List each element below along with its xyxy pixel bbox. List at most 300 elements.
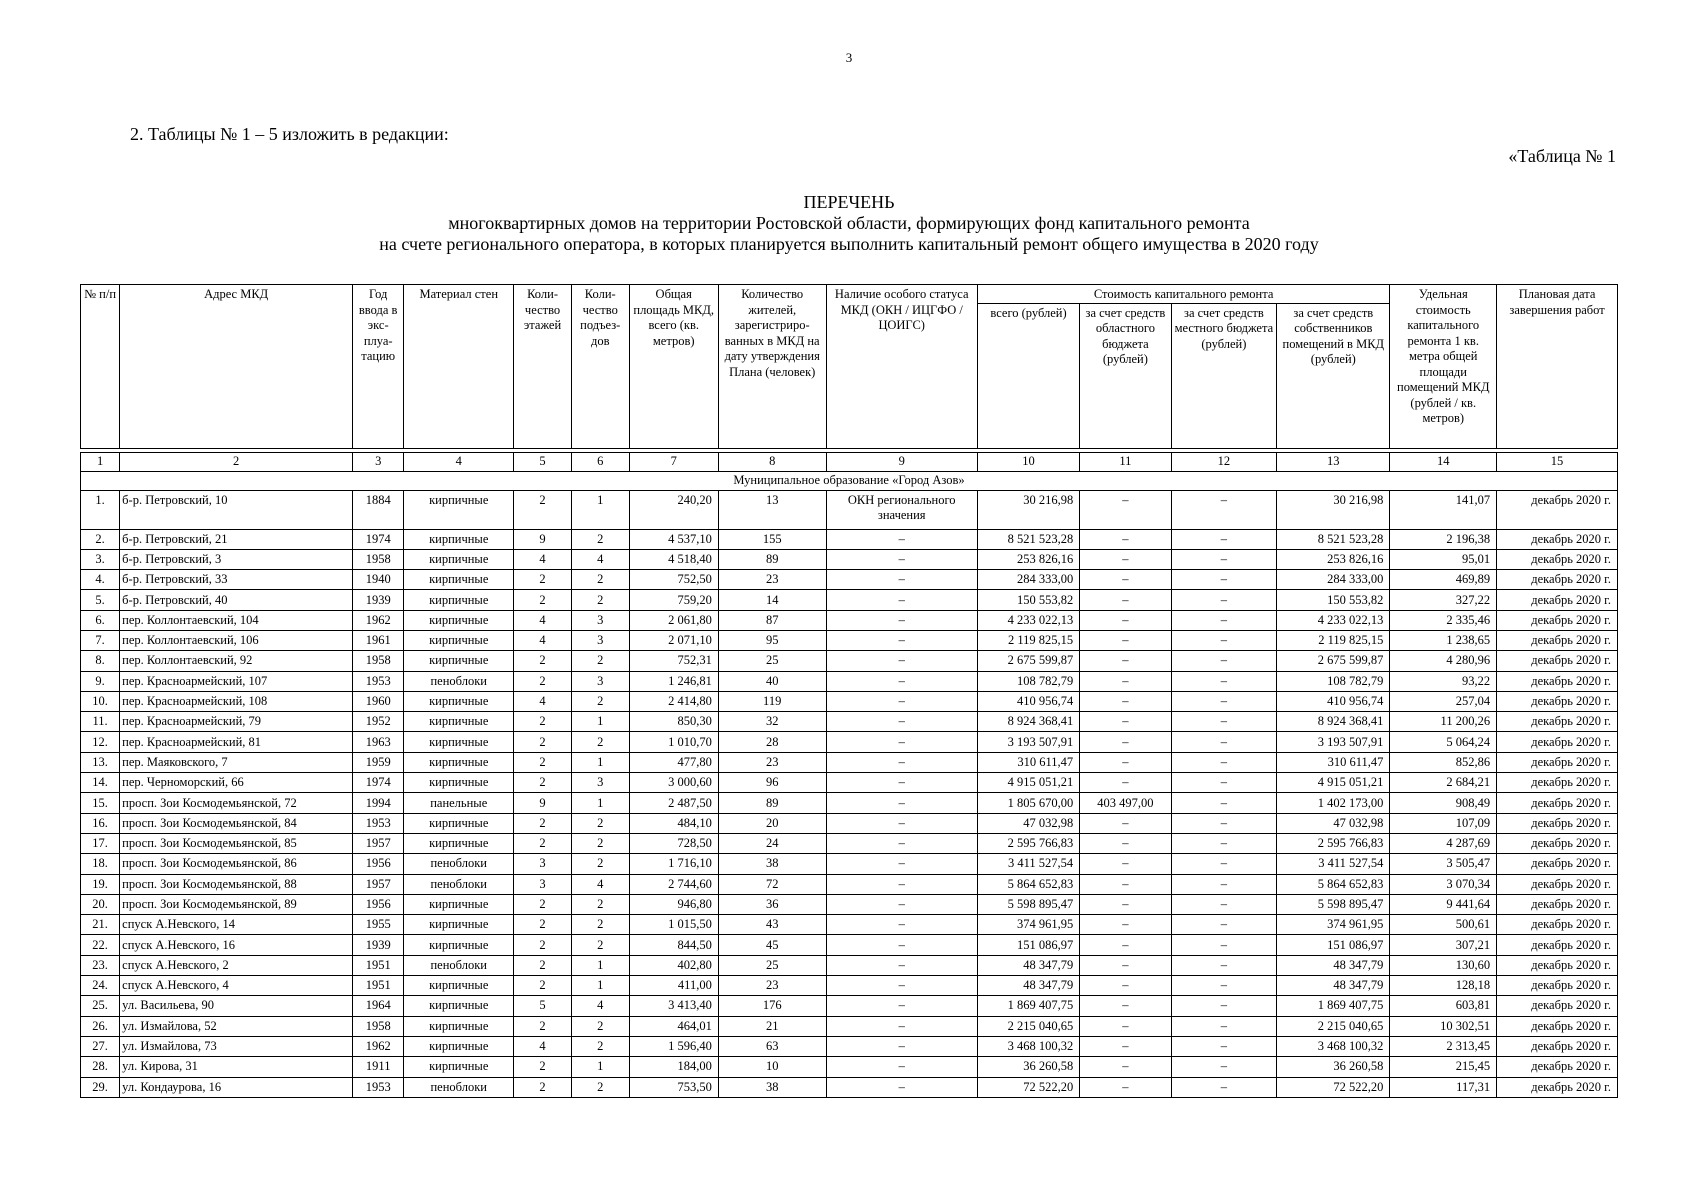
table-row [81,529,1618,549]
cost-owners-cell: 3 193 507,91 [1277,732,1390,752]
area-cell: 3 413,40 [629,996,718,1016]
table-row [81,854,1618,874]
completion-date-cell: декабрь 2020 г. [1497,732,1618,752]
row-number: 28. [81,1057,120,1077]
area-cell: 2 744,60 [629,874,718,894]
cost-regional-cell: – [1080,915,1171,935]
address-cell: спуск А.Невского, 16 [120,935,353,955]
column-number: 8 [718,452,826,471]
col-header-cost-total: всего (рублей) [977,303,1079,448]
address-cell: б-р. Петровский, 40 [120,590,353,610]
address-cell: ул. Измайлова, 52 [120,1016,353,1036]
status-cell: – [826,833,977,853]
entrances-cell: 3 [571,630,629,650]
floors-cell: 2 [514,915,572,935]
status-cell: ОКН регионального значения [826,490,977,529]
address-cell: пер. Коллонтаевский, 106 [120,630,353,650]
area-cell: 844,50 [629,935,718,955]
entrances-cell: 2 [571,854,629,874]
residents-cell: 23 [718,752,826,772]
floors-cell: 4 [514,549,572,569]
cost-total-cell: 3 411 527,54 [977,854,1079,874]
area-cell: 477,80 [629,752,718,772]
completion-date-cell: декабрь 2020 г. [1497,976,1618,996]
residents-cell: 63 [718,1036,826,1056]
area-cell: 484,10 [629,813,718,833]
cost-regional-cell: – [1080,732,1171,752]
table-row [81,691,1618,711]
row-number: 23. [81,955,120,975]
area-cell: 1 015,50 [629,915,718,935]
cost-local-cell: – [1171,854,1277,874]
unit-cost-cell: 93,22 [1390,671,1497,691]
table-row [81,671,1618,691]
year-cell: 1953 [353,813,404,833]
cost-total-cell: 3 193 507,91 [977,732,1079,752]
wall-material-cell: кирпичные [404,935,514,955]
col-header-cost-owners: за счет средств собственников помещений в МКД (рублей) [1277,303,1390,448]
cost-owners-cell: 30 216,98 [1277,490,1390,529]
year-cell: 1974 [353,773,404,793]
status-cell: – [826,773,977,793]
floors-cell: 2 [514,490,572,529]
address-cell: просп. Зои Космодемьянской, 85 [120,833,353,853]
area-cell: 752,50 [629,570,718,590]
wall-material-cell: пеноблоки [404,671,514,691]
address-cell: б-р. Петровский, 3 [120,549,353,569]
address-cell: пер. Маяковского, 7 [120,752,353,772]
table-row [81,894,1618,914]
completion-date-cell: декабрь 2020 г. [1497,915,1618,935]
col-header-cost-regional: за счет средств областного бюджета (рублей) [1080,303,1171,448]
row-number: 27. [81,1036,120,1056]
row-number: 8. [81,651,120,671]
unit-cost-cell: 128,18 [1390,976,1497,996]
status-cell: – [826,671,977,691]
unit-cost-cell: 307,21 [1390,935,1497,955]
wall-material-cell: кирпичные [404,570,514,590]
row-number: 1. [81,490,120,529]
status-cell: – [826,793,977,813]
row-number: 7. [81,630,120,650]
cost-regional-cell: – [1080,1057,1171,1077]
year-cell: 1959 [353,752,404,772]
table-row [81,549,1618,569]
area-cell: 402,80 [629,955,718,975]
residents-cell: 32 [718,712,826,732]
row-number: 4. [81,570,120,590]
status-cell: – [826,1057,977,1077]
wall-material-cell: кирпичные [404,712,514,732]
cost-local-cell: – [1171,549,1277,569]
cost-total-cell: 4 915 051,21 [977,773,1079,793]
cost-total-cell: 72 522,20 [977,1077,1079,1097]
year-cell: 1952 [353,712,404,732]
entrances-cell: 2 [571,1016,629,1036]
residents-cell: 23 [718,976,826,996]
cost-regional-cell: – [1080,529,1171,549]
row-number: 25. [81,996,120,1016]
entrances-cell: 2 [571,813,629,833]
residents-cell: 24 [718,833,826,853]
cost-regional-cell: – [1080,549,1171,569]
heading-subtitle-1: многоквартирных домов на территории Ростовской области, формирующих фонд капитального ремонта [448,213,1250,233]
wall-material-cell: пеноблоки [404,955,514,975]
wall-material-cell: кирпичные [404,813,514,833]
floors-cell: 2 [514,590,572,610]
address-cell: ул. Васильева, 90 [120,996,353,1016]
area-cell: 2 061,80 [629,610,718,630]
cost-regional-cell: – [1080,854,1171,874]
floors-cell: 2 [514,671,572,691]
cost-total-cell: 5 864 652,83 [977,874,1079,894]
cost-owners-cell: 2 675 599,87 [1277,651,1390,671]
row-number: 21. [81,915,120,935]
table-row [81,570,1618,590]
column-number: 3 [353,452,404,471]
row-number: 12. [81,732,120,752]
residents-cell: 28 [718,732,826,752]
cost-owners-cell: 3 411 527,54 [1277,854,1390,874]
wall-material-cell: кирпичные [404,529,514,549]
cost-local-cell: – [1171,1057,1277,1077]
entrances-cell: 1 [571,793,629,813]
unit-cost-cell: 2 684,21 [1390,773,1497,793]
status-cell: – [826,752,977,772]
table-row [81,813,1618,833]
wall-material-cell: кирпичные [404,590,514,610]
cost-local-cell: – [1171,651,1277,671]
table-row [81,752,1618,772]
cost-total-cell: 150 553,82 [977,590,1079,610]
cost-regional-cell: – [1080,813,1171,833]
cost-regional-cell: – [1080,1077,1171,1097]
cost-regional-cell: – [1080,752,1171,772]
col-header-area: Общая площадь МКД, всего (кв. метров) [629,285,718,449]
cost-regional-cell: – [1080,570,1171,590]
unit-cost-cell: 4 287,69 [1390,833,1497,853]
cost-owners-cell: 4 915 051,21 [1277,773,1390,793]
cost-owners-cell: 284 333,00 [1277,570,1390,590]
entrances-cell: 2 [571,732,629,752]
cost-owners-cell: 310 611,47 [1277,752,1390,772]
unit-cost-cell: 327,22 [1390,590,1497,610]
row-number: 19. [81,874,120,894]
residents-cell: 21 [718,1016,826,1036]
entrances-cell: 2 [571,691,629,711]
cost-total-cell: 151 086,97 [977,935,1079,955]
residents-cell: 23 [718,570,826,590]
residents-cell: 14 [718,590,826,610]
floors-cell: 4 [514,610,572,630]
year-cell: 1956 [353,854,404,874]
status-cell: – [826,874,977,894]
floors-cell: 2 [514,813,572,833]
entrances-cell: 3 [571,671,629,691]
status-cell: – [826,996,977,1016]
row-number: 6. [81,610,120,630]
cost-owners-cell: 108 782,79 [1277,671,1390,691]
col-header-wall-material: Материал стен [404,285,514,449]
unit-cost-cell: 852,86 [1390,752,1497,772]
residents-cell: 43 [718,915,826,935]
area-cell: 411,00 [629,976,718,996]
completion-date-cell: декабрь 2020 г. [1497,996,1618,1016]
cost-local-cell: – [1171,894,1277,914]
cost-local-cell: – [1171,671,1277,691]
entrances-cell: 4 [571,874,629,894]
wall-material-cell: кирпичные [404,996,514,1016]
col-header-address: Адрес МКД [120,285,353,449]
cost-total-cell: 2 675 599,87 [977,651,1079,671]
status-cell: – [826,630,977,650]
entrances-cell: 1 [571,976,629,996]
table-row [81,874,1618,894]
row-number: 16. [81,813,120,833]
col-header-floors: Коли-чество этажей [514,285,572,449]
cost-regional-cell: – [1080,955,1171,975]
wall-material-cell: кирпичные [404,773,514,793]
cost-owners-cell: 3 468 100,32 [1277,1036,1390,1056]
section-title: Муниципальное образование «Город Азов» [81,471,1618,490]
completion-date-cell: декабрь 2020 г. [1497,874,1618,894]
cost-regional-cell: – [1080,1036,1171,1056]
table-row [81,1036,1618,1056]
entrances-cell: 1 [571,490,629,529]
unit-cost-cell: 5 064,24 [1390,732,1497,752]
cost-owners-cell: 4 233 022,13 [1277,610,1390,630]
col-header-status: Наличие особого статуса МКД (ОКН / ИЦГФО / ЦОИГС) [826,285,977,449]
table-row [81,955,1618,975]
address-cell: б-р. Петровский, 10 [120,490,353,529]
year-cell: 1939 [353,590,404,610]
residents-cell: 45 [718,935,826,955]
residents-cell: 95 [718,630,826,650]
status-cell: – [826,935,977,955]
floors-cell: 2 [514,570,572,590]
completion-date-cell: декабрь 2020 г. [1497,549,1618,569]
cost-owners-cell: 2 215 040,65 [1277,1016,1390,1036]
cost-owners-cell: 5 598 895,47 [1277,894,1390,914]
entrances-cell: 2 [571,935,629,955]
floors-cell: 2 [514,976,572,996]
table-body [81,448,1618,1097]
status-cell: – [826,610,977,630]
cost-owners-cell: 410 956,74 [1277,691,1390,711]
cost-total-cell: 47 032,98 [977,813,1079,833]
column-number: 14 [1390,452,1497,471]
address-cell: спуск А.Невского, 2 [120,955,353,975]
heading-subtitle-2: на счете регионального оператора, в которых планируется выполнить капитальный ремонт общего имущества в 2020 году [379,234,1319,254]
year-cell: 1956 [353,894,404,914]
cost-local-cell: – [1171,490,1277,529]
cost-owners-cell: 47 032,98 [1277,813,1390,833]
wall-material-cell: кирпичные [404,732,514,752]
column-number: 1 [81,452,120,471]
floors-cell: 4 [514,1036,572,1056]
column-number: 7 [629,452,718,471]
cost-owners-cell: 8 521 523,28 [1277,529,1390,549]
wall-material-cell: кирпичные [404,894,514,914]
completion-date-cell: декабрь 2020 г. [1497,712,1618,732]
cost-regional-cell: – [1080,590,1171,610]
table-row [81,833,1618,853]
entrances-cell: 1 [571,752,629,772]
row-number: 13. [81,752,120,772]
completion-date-cell: декабрь 2020 г. [1497,490,1618,529]
cost-total-cell: 4 233 022,13 [977,610,1079,630]
table-row [81,1077,1618,1097]
row-number: 20. [81,894,120,914]
table-row [81,1057,1618,1077]
status-cell: – [826,1016,977,1036]
unit-cost-cell: 2 335,46 [1390,610,1497,630]
address-cell: б-р. Петровский, 33 [120,570,353,590]
unit-cost-cell: 95,01 [1390,549,1497,569]
floors-cell: 2 [514,773,572,793]
unit-cost-cell: 603,81 [1390,996,1497,1016]
year-cell: 1953 [353,671,404,691]
area-cell: 850,30 [629,712,718,732]
row-number: 14. [81,773,120,793]
floors-cell: 2 [514,1016,572,1036]
completion-date-cell: декабрь 2020 г. [1497,955,1618,975]
document-heading [0,192,1698,255]
cost-total-cell: 48 347,79 [977,955,1079,975]
residents-cell: 38 [718,854,826,874]
unit-cost-cell: 3 505,47 [1390,854,1497,874]
wall-material-cell: кирпичные [404,833,514,853]
col-header-residents: Количество жителей, зарегистриро-ванных в МКД на дату утверждения Плана (человек) [718,285,826,449]
heading-title: ПЕРЕЧЕНЬ [803,192,895,212]
wall-material-cell: панельные [404,793,514,813]
cost-owners-cell: 48 347,79 [1277,955,1390,975]
status-cell: – [826,955,977,975]
table-reference: «Таблица № 1 [1508,146,1616,166]
cost-regional-cell: – [1080,490,1171,529]
year-cell: 1960 [353,691,404,711]
unit-cost-cell: 215,45 [1390,1057,1497,1077]
section-row [81,471,1618,490]
cost-local-cell: – [1171,996,1277,1016]
cost-total-cell: 2 595 766,83 [977,833,1079,853]
completion-date-cell: декабрь 2020 г. [1497,854,1618,874]
cost-total-cell: 8 521 523,28 [977,529,1079,549]
residents-cell: 38 [718,1077,826,1097]
cost-local-cell: – [1171,833,1277,853]
cost-total-cell: 30 216,98 [977,490,1079,529]
floors-cell: 2 [514,752,572,772]
row-number: 11. [81,712,120,732]
year-cell: 1955 [353,915,404,935]
page-number: 3 [845,50,853,65]
cost-owners-cell: 150 553,82 [1277,590,1390,610]
unit-cost-cell: 130,60 [1390,955,1497,975]
row-number: 5. [81,590,120,610]
column-number: 10 [977,452,1079,471]
area-cell: 946,80 [629,894,718,914]
cost-regional-cell: – [1080,894,1171,914]
address-cell: пер. Коллонтаевский, 104 [120,610,353,630]
table-row [81,490,1618,529]
cost-local-cell: – [1171,773,1277,793]
table-row [81,732,1618,752]
unit-cost-cell: 500,61 [1390,915,1497,935]
cost-regional-cell: – [1080,773,1171,793]
floors-cell: 2 [514,894,572,914]
column-number: 13 [1277,452,1390,471]
year-cell: 1884 [353,490,404,529]
cost-regional-cell: 403 497,00 [1080,793,1171,813]
entrances-cell: 3 [571,773,629,793]
year-cell: 1939 [353,935,404,955]
area-cell: 2 071,10 [629,630,718,650]
address-cell: ул. Измайлова, 73 [120,1036,353,1056]
cost-total-cell: 5 598 895,47 [977,894,1079,914]
table-row [81,996,1618,1016]
wall-material-cell: кирпичные [404,915,514,935]
cost-local-cell: – [1171,570,1277,590]
area-cell: 1 716,10 [629,854,718,874]
address-cell: просп. Зои Космодемьянской, 89 [120,894,353,914]
status-cell: – [826,549,977,569]
floors-cell: 2 [514,1057,572,1077]
cost-regional-cell: – [1080,691,1171,711]
col-header-cost-local: за счет средств местного бюджета (рублей) [1171,303,1277,448]
intro-text: 2. Таблицы № 1 – 5 изложить в редакции: [130,124,449,144]
area-cell: 752,31 [629,651,718,671]
unit-cost-cell: 9 441,64 [1390,894,1497,914]
entrances-cell: 4 [571,549,629,569]
cost-owners-cell: 2 595 766,83 [1277,833,1390,853]
address-cell: пер. Красноармейский, 108 [120,691,353,711]
area-cell: 2 487,50 [629,793,718,813]
area-cell: 4 537,10 [629,529,718,549]
column-number-row [81,452,1618,471]
wall-material-cell: пеноблоки [404,854,514,874]
cost-owners-cell: 151 086,97 [1277,935,1390,955]
cost-owners-cell: 36 260,58 [1277,1057,1390,1077]
year-cell: 1953 [353,1077,404,1097]
table-row [81,610,1618,630]
residents-cell: 176 [718,996,826,1016]
floors-cell: 4 [514,691,572,711]
cost-total-cell: 2 119 825,15 [977,630,1079,650]
unit-cost-cell: 257,04 [1390,691,1497,711]
cost-local-cell: – [1171,1077,1277,1097]
cost-total-cell: 310 611,47 [977,752,1079,772]
row-number: 3. [81,549,120,569]
year-cell: 1963 [353,732,404,752]
year-cell: 1911 [353,1057,404,1077]
year-cell: 1974 [353,529,404,549]
floors-cell: 9 [514,793,572,813]
area-cell: 184,00 [629,1057,718,1077]
completion-date-cell: декабрь 2020 г. [1497,651,1618,671]
cost-local-cell: – [1171,935,1277,955]
cost-total-cell: 36 260,58 [977,1057,1079,1077]
cost-local-cell: – [1171,793,1277,813]
residents-cell: 119 [718,691,826,711]
floors-cell: 2 [514,935,572,955]
residents-cell: 96 [718,773,826,793]
column-number: 9 [826,452,977,471]
residents-cell: 25 [718,651,826,671]
floors-cell: 2 [514,712,572,732]
floors-cell: 2 [514,955,572,975]
completion-date-cell: декабрь 2020 г. [1497,773,1618,793]
col-header-number: № п/п [81,285,120,449]
